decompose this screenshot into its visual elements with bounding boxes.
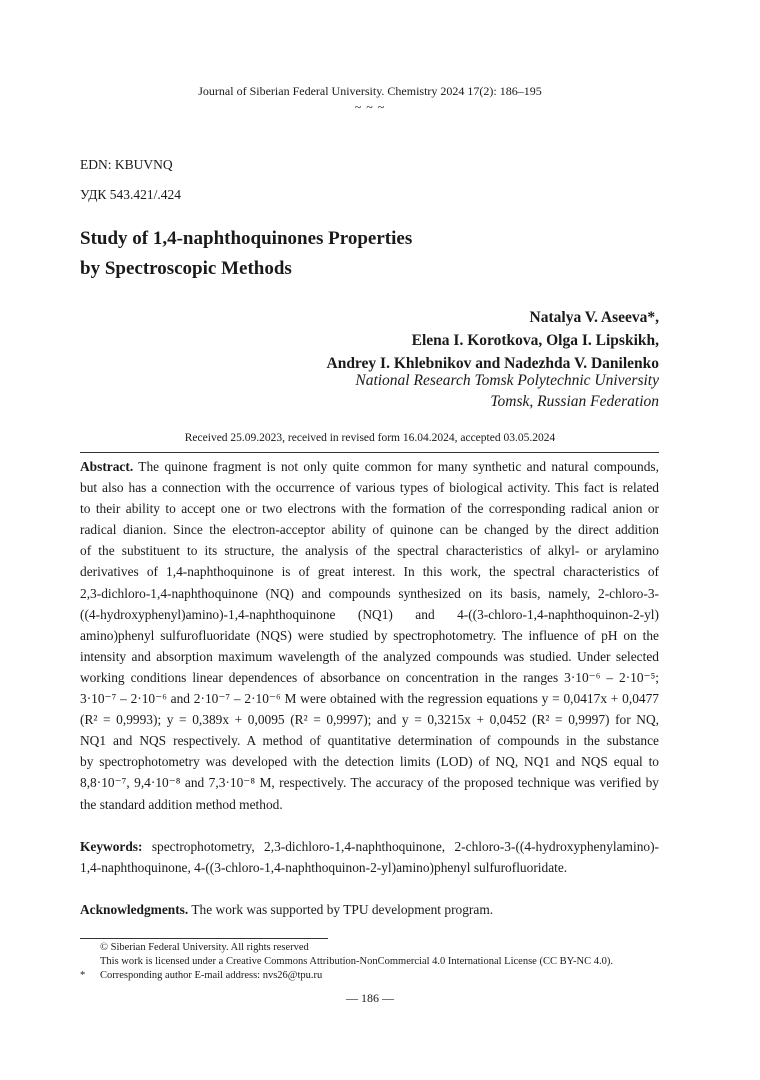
acknowledgments-label: Acknowledgments. xyxy=(80,902,189,917)
edn-code: EDN: KBUVNQ xyxy=(80,157,173,172)
title-line: Study of 1,4-naphthoquinones Properties xyxy=(80,228,413,249)
author-line: Andrey I. Khlebnikov and Nadezhda V. Danilenko xyxy=(326,355,659,372)
keywords xyxy=(80,836,659,878)
abstract-line: to their ability to accept one or two electrons with the formation of the corresponding radical anion or xyxy=(80,501,659,517)
abstract-line: 8,8·10⁻⁷, 9,4·10⁻⁸ and 7,3·10⁻⁸ M, respectively. The accuracy of the proposed technique was verified by xyxy=(80,775,659,791)
affiliation-line: National Research Tomsk Polytechnic University xyxy=(355,372,659,389)
acknowledgments-text: The work was supported by TPU development program. xyxy=(188,902,494,917)
abstract xyxy=(80,456,659,815)
keywords-label: Keywords: xyxy=(80,839,143,854)
author-line: Elena I. Korotkova, Olga I. Lipskikh, xyxy=(411,332,659,349)
abstract-line: intensity and absorption maximum wavelength of the analyzed compounds was studied. Under selected xyxy=(80,648,659,664)
divider xyxy=(80,452,659,453)
article-title xyxy=(80,224,412,284)
abstract-line: radical dianion. Since the electron-acceptor ability of quinone can be changed by the direct addition xyxy=(80,522,659,538)
abstract-line: (R² = 0,9993); y = 0,389x + 0,0095 (R² = 0,9997); and y = 0,3215x + 0,0452 (R² = 0,9997) for NQ, xyxy=(80,712,659,728)
udk-code: УДК 543.421/.424 xyxy=(80,187,182,202)
keywords-line: 1,4-naphthoquinone, 4-((3-chloro-1,4-naphthoquinon-2-yl)amino)phenyl sulfurofluoridate. xyxy=(80,860,568,875)
abstract-line: 2,3-dichloro-1,4-naphthoquinone (NQ) and compounds synthesized on its basis, namely, 2-chloro-3- xyxy=(80,585,659,601)
affiliation xyxy=(355,370,659,412)
abstract-line: working conditions linear dependences of absorbance on concentration in the ranges 3·10⁻⁶ – 2·10⁻⁵; xyxy=(80,669,659,685)
footnote-marker: * xyxy=(80,970,86,981)
abstract-line: 3·10⁻⁷ – 2·10⁻⁶ and 2·10⁻⁷ – 2·10⁻⁶ M were obtained with the regression equations y = 0,0417x + 0,0477 xyxy=(80,691,659,707)
abstract-line: but also has a connection with the occurrence of various types of biological activity. This fact is related xyxy=(80,480,659,496)
acknowledgments xyxy=(80,902,493,918)
corresponding-author-note xyxy=(80,969,322,983)
header-ornament: ~ ~ ~ xyxy=(354,100,386,114)
abstract-line: NQ1 and NQS respectively. A method of quantitative determination of compounds in the substance xyxy=(80,733,659,749)
footnote-divider xyxy=(80,938,328,939)
corresponding-author-email[interactable]: Corresponding author E-mail address: nvs26@tpu.ru xyxy=(100,970,323,981)
abstract-line: ((4-hydroxyphenyl)amino)-1,4-naphthoquinone (NQ1) and 4-((3-chloro-1,4-naphthoquinon-2-yl) xyxy=(80,606,659,622)
abstract-label: Abstract. xyxy=(80,459,134,474)
abstract-line: by spectrophotometry was developed with the detection limits (LOD) of NQ, NQ1 and NQS equal to xyxy=(80,754,659,770)
license-note: This work is licensed under a Creative Commons Attribution-NonCommercial 4.0 International License (CC BY-NC 4.0). xyxy=(100,956,613,967)
abstract-line: the standard addition method method. xyxy=(80,796,283,812)
journal-header: Journal of Siberian Federal University. Chemistry 2024 17(2): 186–195 xyxy=(198,84,542,98)
page-number: — 186 — xyxy=(346,991,394,1005)
abstract-line: of the substituent to its structure, the analysis of the spectral characteristics of alkyl- or arylamino xyxy=(80,543,659,559)
author-list xyxy=(327,306,660,375)
author-line: Natalya V. Aseeva*, xyxy=(529,309,659,326)
title-line: by Spectroscopic Methods xyxy=(80,258,292,279)
keywords-line: Keywords: spectrophotometry, 2,3-dichloro-1,4-naphthoquinone, 2-chloro-3-((4-hydroxyphenylamino)- xyxy=(80,839,659,854)
abstract-line: amino)phenyl sulfurofluoridate (NQS) were studied by spectrophotometry. The influence of pH on the xyxy=(80,627,659,643)
copyright-note: © Siberian Federal University. All rights reserved xyxy=(100,942,309,953)
affiliation-line: Tomsk, Russian Federation xyxy=(490,393,659,410)
abstract-line: derivatives of 1,4-naphthoquinone is of great interest. In this work, the spectral characteristics of xyxy=(80,564,659,580)
abstract-line: Abstract. The quinone fragment is not only quite common for many synthetic and natural compounds, xyxy=(80,459,659,474)
received-dates: Received 25.09.2023, received in revised form 16.04.2024, accepted 03.05.2024 xyxy=(184,432,556,444)
